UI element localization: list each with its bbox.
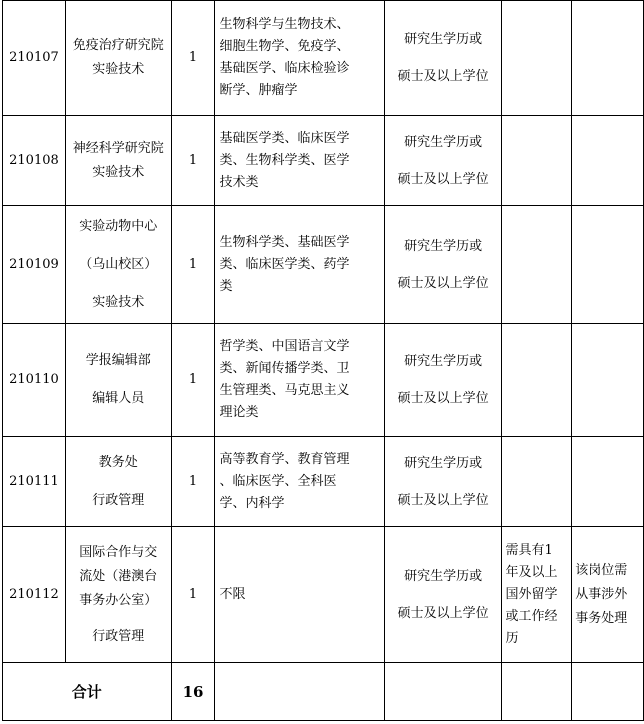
total-label: 合计: [3, 663, 172, 721]
major-line: 类: [219, 278, 233, 294]
total-value: 16: [171, 663, 215, 721]
other-requirement: [502, 1, 572, 116]
major-line: 、临床医学、全科医: [219, 473, 337, 489]
remarks: [572, 527, 644, 663]
post-count: 1: [171, 1, 215, 116]
table-row: [3, 324, 644, 437]
other-line: 需具有1: [505, 542, 553, 558]
degree-line: 硕士及以上学位: [397, 69, 489, 84]
post-name-line: 神经科学研究院: [72, 140, 164, 156]
post-count: 1: [171, 324, 215, 437]
major-line: 类、生物科学类、医学: [219, 152, 350, 168]
post-code: 210109: [3, 206, 66, 324]
degree-requirement: [384, 116, 502, 206]
major-line: 学、内科学: [219, 495, 285, 511]
degree-requirement: [384, 527, 502, 663]
post-name-line: 事务办公室）: [79, 592, 158, 608]
degree-line: 研究生学历或: [404, 134, 483, 150]
post-count: 1: [171, 116, 215, 206]
post-name-line: 实验技术: [92, 62, 145, 77]
post-name: [65, 437, 171, 527]
degree-line: 研究生学历或: [404, 354, 483, 369]
other-requirement: [502, 527, 572, 663]
table-row: [3, 527, 644, 663]
other-line: 或工作经: [505, 608, 558, 624]
major-requirement: [215, 527, 384, 663]
total-row: [3, 663, 644, 721]
table-row: [3, 116, 644, 206]
remarks-line: 事务处理: [575, 610, 628, 626]
remarks-line: 从事涉外: [575, 586, 628, 602]
degree-line: 硕士及以上学位: [397, 492, 489, 508]
post-name-line: 免疫治疗研究院: [72, 38, 164, 53]
degree-requirement: [384, 1, 502, 116]
major-line: 断学、肿瘤学: [219, 83, 298, 98]
major-requirement: [215, 1, 384, 116]
major-line: 技术类: [219, 174, 259, 190]
remarks: [572, 1, 644, 116]
degree-line: 硕士及以上学位: [397, 605, 489, 621]
major-line: 基础医学、临床检验诊: [219, 61, 350, 76]
post-name: [65, 324, 171, 437]
empty-cell: [502, 663, 572, 721]
post-name: [65, 116, 171, 206]
post-name-line: （乌山校区）: [79, 256, 158, 272]
major-line: 生物科学类、基础医学: [219, 234, 350, 250]
degree-requirement: [384, 437, 502, 527]
major-line: 不限: [219, 586, 246, 602]
major-line: 生管理类、马克思主义: [219, 383, 350, 398]
remarks: [572, 206, 644, 324]
major-line: 高等教育学、教育管理: [219, 451, 350, 467]
major-line: 基础医学类、临床医学: [219, 130, 350, 146]
degree-requirement: [384, 206, 502, 324]
degree-line: 研究生学历或: [404, 455, 483, 471]
empty-cell: [572, 663, 644, 721]
recruitment-table: [2, 0, 644, 721]
major-line: 类、临床医学类、药学: [219, 256, 350, 272]
major-line: 哲学类、中国语言文学: [219, 339, 350, 354]
post-code: 210108: [3, 116, 66, 206]
empty-cell: [384, 663, 502, 721]
remarks-line: 该岗位需: [575, 562, 628, 578]
major-line: 理论类: [219, 405, 259, 420]
post-name-line: 实验技术: [92, 164, 145, 180]
other-requirement: [502, 206, 572, 324]
post-count: 1: [171, 206, 215, 324]
table-row: [3, 1, 644, 116]
degree-line: 硕士及以上学位: [397, 171, 489, 187]
other-requirement: [502, 116, 572, 206]
degree-line: 硕士及以上学位: [397, 391, 489, 406]
major-line: 细胞生物学、免疫学、: [219, 39, 350, 54]
major-line: 生物科学与生物技术、: [219, 17, 350, 32]
remarks: [572, 116, 644, 206]
other-requirement: [502, 324, 572, 437]
major-requirement: [215, 206, 384, 324]
post-name-line: 教务处: [98, 454, 138, 470]
degree-line: 硕士及以上学位: [397, 275, 489, 291]
post-name: [65, 527, 171, 663]
degree-line: 研究生学历或: [404, 32, 483, 47]
post-name-line: 行政管理: [92, 492, 145, 508]
post-count: 1: [171, 527, 215, 663]
post-code: 210107: [3, 1, 66, 116]
post-name-line: 行政管理: [92, 628, 145, 644]
table-row: [3, 437, 644, 527]
degree-line: 研究生学历或: [404, 238, 483, 254]
post-code: 210111: [3, 437, 66, 527]
post-name-line: 实验动物中心: [79, 218, 158, 234]
post-name: [65, 1, 171, 116]
other-line: 年及以上: [505, 564, 558, 580]
post-name-line: 流处（港澳台: [79, 568, 158, 584]
remarks: [572, 437, 644, 527]
table-row: [3, 206, 644, 324]
degree-line: 研究生学历或: [404, 568, 483, 584]
post-name-line: 编辑人员: [92, 391, 145, 406]
post-count: 1: [171, 437, 215, 527]
table-body: [3, 1, 644, 721]
post-code: 210112: [3, 527, 66, 663]
major-requirement: [215, 116, 384, 206]
degree-requirement: [384, 324, 502, 437]
major-line: 类、新闻传播学类、卫: [219, 361, 350, 376]
remarks: [572, 324, 644, 437]
other-requirement: [502, 437, 572, 527]
empty-cell: [215, 663, 384, 721]
post-name-line: 国际合作与交: [79, 544, 158, 560]
post-name-line: 学报编辑部: [85, 353, 151, 368]
other-line: 历: [505, 630, 519, 646]
major-requirement: [215, 324, 384, 437]
other-line: 国外留学: [505, 586, 558, 602]
post-name-line: 实验技术: [92, 294, 145, 310]
post-name: [65, 206, 171, 324]
post-code: 210110: [3, 324, 66, 437]
major-requirement: [215, 437, 384, 527]
